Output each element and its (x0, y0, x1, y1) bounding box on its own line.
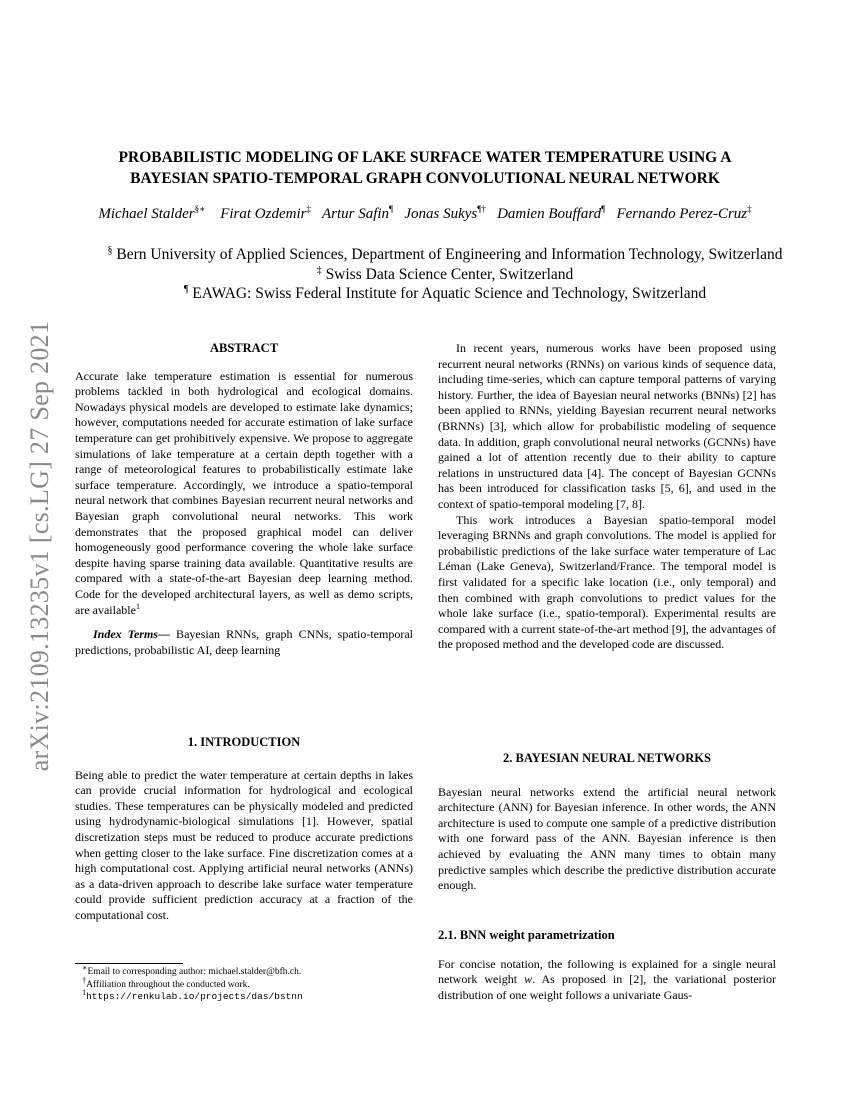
introduction-text: Being able to predict the water temperature at certain depths in lakes can provide crucial information for hydrological and ecological studies. These temperatures can be physically modeled and predicted using hydrodynamic-biological simulations [1]. However, spatial discretization steps must be reduced to produce accurate predictions when getting closer to the lake surface. Fine discretization comes at a high computational cost. Applying artificial neural networks (ANNs) as a data-driven approach to describe lake surface water temperature could provide sufficient prediction accuracy at a fraction of the computational cost. (75, 767, 413, 922)
affiliation: ‡ Swiss Data Science Center, Switzerland (316, 264, 574, 283)
title-line-1: PROBABILISTIC MODELING OF LAKE SURFACE WATER TEMPERATURE USING A (118, 149, 732, 166)
arxiv-identifier (0, 296, 80, 796)
index-terms: Index Terms— Bayesian RNNs, graph CNNs, spatio-temporal predictions, probabilistic AI, deep learning (75, 627, 413, 657)
abstract-text: Accurate lake temperature estimation is essential for numerous problems tackled in both hydrological and ecological domains. Nowadays physical models are developed to estimate lake dynamics; however, computations needed for accurate estimation of lake surface temperature can get prohibitively expensive. We propose to aggregate simulations of lake temperature at a certain depth together with a range of meteorological features to probabilistically estimate lake surface temperature. Accordingly, we introduce a spatio-temporal neural network that combines Bayesian recurrent neural networks and Bayesian graph convolutional neural networks. This work demonstrates that the proposed graphical model can deliver homogeneously good performance covering the whole lake surface despite having sparse training data available. Quantitative results are compared with a state-of-the-art Bayesian deep learning method. Code for the developed architectural layers, as well as demo scripts, are available$^1$ (75, 368, 413, 617)
introduction-section (75, 735, 413, 924)
affiliation-list (60, 245, 830, 304)
author: Michael Stalder§∗ (98, 204, 206, 222)
right-column-intro (438, 341, 776, 653)
author: Damien Bouffard¶ (497, 204, 606, 222)
paragraph: This work introduces a Bayesian spatio-temporal model leveraging BRNNs and graph convolutions. The model is applied for probabilistic predictions of the lake surface water temperature of Lac Léman (Lake Geneva), Switzerland/France. The temporal model is first validated for a specific lake location (i.e., only temporal) and then combined with graph convolutions to predict values for the whole lake surface (i.e., spatio-temporal). Experimental results are compared with a current state-of-the-art method [9], the advantages of the proposed method and the developed code are discussed. (438, 512, 776, 652)
section-2-heading: 2. BAYESIAN NEURAL NETWORKS (503, 751, 711, 765)
section-2-text: Bayesian neural networks extend the artificial neural network architecture (ANN) for Bayesian inference. In other words, the ANN architecture is used to compute one sample of a predictive distribution with one forward pass of the ANN. Bayesian inference is then achieved by evaluating the ANN many times to obtain many predictive samples which describe the predictive distribution accurate enough. (438, 784, 776, 893)
affiliation: ¶ EAWAG: Swiss Federal Institute for Aquatic Science and Technology, Switzerland (183, 283, 707, 302)
bnn-section (438, 751, 776, 894)
paper-title (80, 147, 770, 189)
subsection-2-1-text: For concise notation, the following is explained for a single neural network weight w. As proposed in [2], the variational posterior distribution of one weight follows a univariate Gaus- (438, 956, 777, 1002)
affiliation: § Bern University of Applied Sciences, Department of Engineering and Information Technology, Switzerland (107, 244, 783, 263)
footnotes (75, 962, 413, 1004)
footnote: †Affiliation throughout the conducted work. (82, 975, 250, 990)
footnote-rule (75, 963, 183, 964)
footnote: ∗Email to corresponding author: michael.stalder@bfh.ch. (82, 962, 302, 977)
code-link[interactable]: https://renkulab.io/projects/das/bstnn (86, 991, 303, 1002)
author: Firat Ozdemir‡ (220, 204, 311, 222)
title-line-2: BAYESIAN SPATIO-TEMPORAL GRAPH CONVOLUTIONAL NEURAL NETWORK (130, 170, 720, 187)
introduction-heading: 1. INTRODUCTION (187, 735, 301, 749)
paragraph: In recent years, numerous works have been proposed using recurrent neural networks (RNNs) on various kinds of sequence data, including time-series, which can capture temporal patterns of varying history. Further, the idea of Bayesian neural networks (BNNs) [2] has been applied to RNNs, yielding Bayesian recurrent neural networks (BRNNs) [3], which allow for probabilistic modeling of sequence data. In addition, graph convolutional neural networks (GCNNs) have gained a lot of attention recently due to their ability to capture relations in unstructured data [4]. The concept of Bayesian GCNNs has been introduced for classification tasks [5, 6], and used in the context of spatio-temporal modeling [7, 8]. (438, 341, 776, 511)
subsection-2-1-heading: 2.1. BNN weight parametrization (438, 928, 615, 942)
author: Fernando Perez-Cruz‡ (616, 204, 752, 222)
abstract-heading: ABSTRACT (209, 341, 279, 355)
bnn-weight-subsection (438, 928, 776, 1003)
author-list (40, 206, 810, 223)
arxiv-identifier-text: arXiv:2109.13235v1 [cs.LG] 27 Sep 2021 (25, 320, 54, 772)
author: Jonas Sukys¶† (404, 204, 486, 222)
abstract-section (75, 341, 413, 658)
footnote: $^1$https://renkulab.io/projects/das/bstnn (82, 987, 303, 1002)
author: Artur Safin¶ (321, 204, 394, 222)
